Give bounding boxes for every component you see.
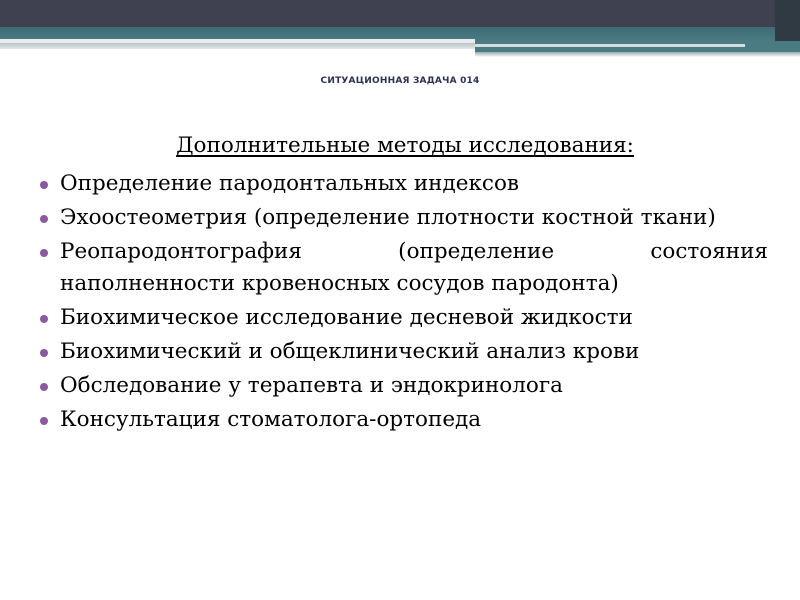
bullet-icon [40,249,48,257]
bullet-icon [40,181,48,189]
slide-subtitle: СИТУАЦИОННАЯ ЗАДАЧА 014 [320,76,480,86]
list-item-text: Определение пародонтальных индексов [60,171,519,196]
list-item-text: Обследование у терапевта и эндокринолога [60,373,563,398]
bullet-icon [40,417,48,425]
list-item [40,202,768,234]
header-band-dark [0,0,800,27]
bullet-icon [40,215,48,223]
slide-heading: Дополнительные методы исследования: [176,133,634,158]
header-strip-right-light [475,44,745,47]
bullet-icon [40,383,48,391]
bullet-icon [40,315,48,323]
bullet-icon [40,349,48,357]
header-strip-shade [0,43,475,49]
list-item [40,336,768,368]
methods-list [40,168,768,438]
list-item-text: Биохимическое исследование десневой жидкости [60,305,633,330]
header-strip-right-shade [475,52,800,57]
list-item [40,302,768,334]
list-item [40,404,768,436]
list-item-text: Эхоостеометрия (определение плотности костной ткани) [60,205,716,230]
list-item [40,236,768,300]
list-item-text: Консультация стоматолога-ортопеда [60,407,482,432]
list-item [40,370,768,402]
header-band-corner [775,0,800,41]
list-item [40,168,768,200]
list-item-text: Биохимический и общеклинический анализ крови [60,339,640,364]
list-item-text: Реопародонтография (определение состояния наполненности кровеносных сосудов пародонта) [60,239,768,296]
